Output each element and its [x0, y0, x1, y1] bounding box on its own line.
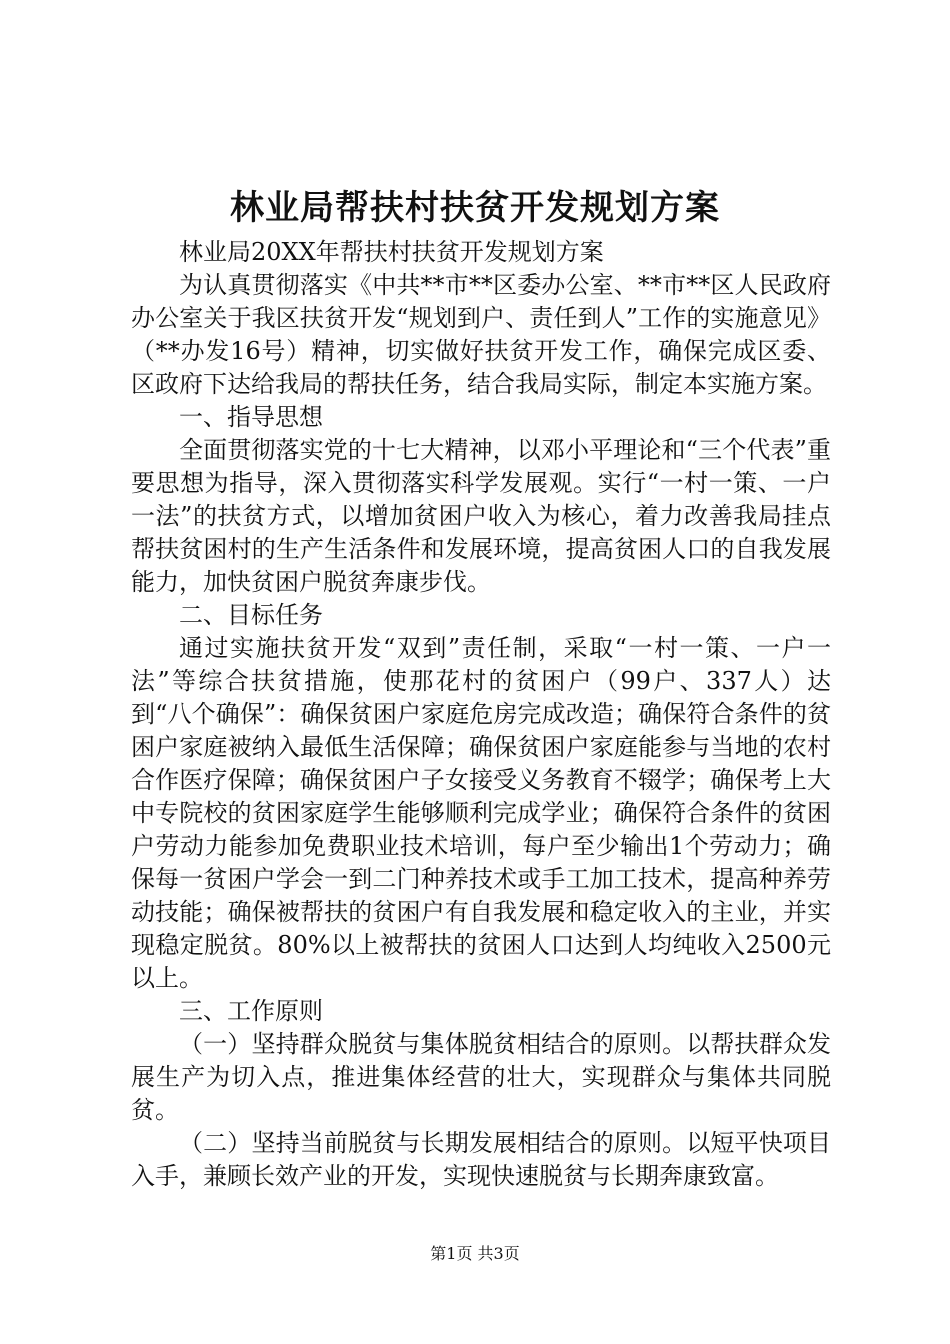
- principle-1-paragraph: （一）坚持群众脱贫与集体脱贫相结合的原则。以帮扶群众发展生产为切入点，推进集体经营的壮大，实现群众与集体共同脱贫。: [131, 1030, 831, 1124]
- intro-paragraph: 为认真贯彻落实《中共**市**区委办公室、**市**区人民政府办公室关于我区扶贫开发“规划到户、责任到人”工作的实施意见》（**办发16号）精神，切实做好扶贫开发工作，确保完成区委、区政府下达给我局的帮扶任务，结合我局实际，制定本实施方案。: [131, 271, 831, 398]
- document-body: [131, 236, 831, 1193]
- page-footer: 第1页 共3页: [430, 1244, 520, 1263]
- principle-2-paragraph: （二）坚持当前脱贫与长期发展相结合的原则。以短平快项目入手，兼顾长效产业的开发，实现快速脱贫与长期奔康致富。: [131, 1129, 831, 1190]
- section-heading-principles: 三、工作原则: [179, 997, 323, 1025]
- goals-paragraph: 通过实施扶贫开发“双到”责任制，采取“一村一策、一户一法”等综合扶贫措施，使那花村的贫困户（99户、337人）达到“八个确保”：确保贫困户家庭危房完成改造；确保符合条件的贫困户家庭被纳入最低生活保障；确保贫困户家庭能参与当地的农村合作医疗保障；确保贫困户子女接受义务教育不辍学；确保考上大中专院校的贫困家庭学生能够顺利完成学业；确保符合条件的贫困户劳动力能参加免费职业技术培训，每户至少输出1个劳动力；确保每一贫困户学会一到二门种养技术或手工加工技术，提高种养劳动技能；确保被帮扶的贫困户有自我发展和稳定收入的主业，并实现稳定脱贫。80%以上被帮扶的贫困人口达到人均纯收入2500元以上。: [131, 634, 831, 992]
- document-title: 林业局帮扶村扶贫开发规划方案: [230, 188, 720, 228]
- guiding-ideology-paragraph: 全面贯彻落实党的十七大精神，以邓小平理论和“三个代表”重要思想为指导，深入贯彻落实科学发展观。实行“一村一策、一户一法”的扶贫方式，以增加贫困户收入为核心，着力改善我局挂点帮扶贫困村的生产生活条件和发展环境，提高贫困人口的自我发展能力，加快贫困户脱贫奔康步伐。: [131, 436, 831, 596]
- subtitle-paragraph: 林业局20XX年帮扶村扶贫开发规划方案: [179, 238, 604, 266]
- section-heading-guiding-ideology: 一、指导思想: [179, 403, 323, 431]
- section-heading-goals: 二、目标任务: [179, 601, 323, 629]
